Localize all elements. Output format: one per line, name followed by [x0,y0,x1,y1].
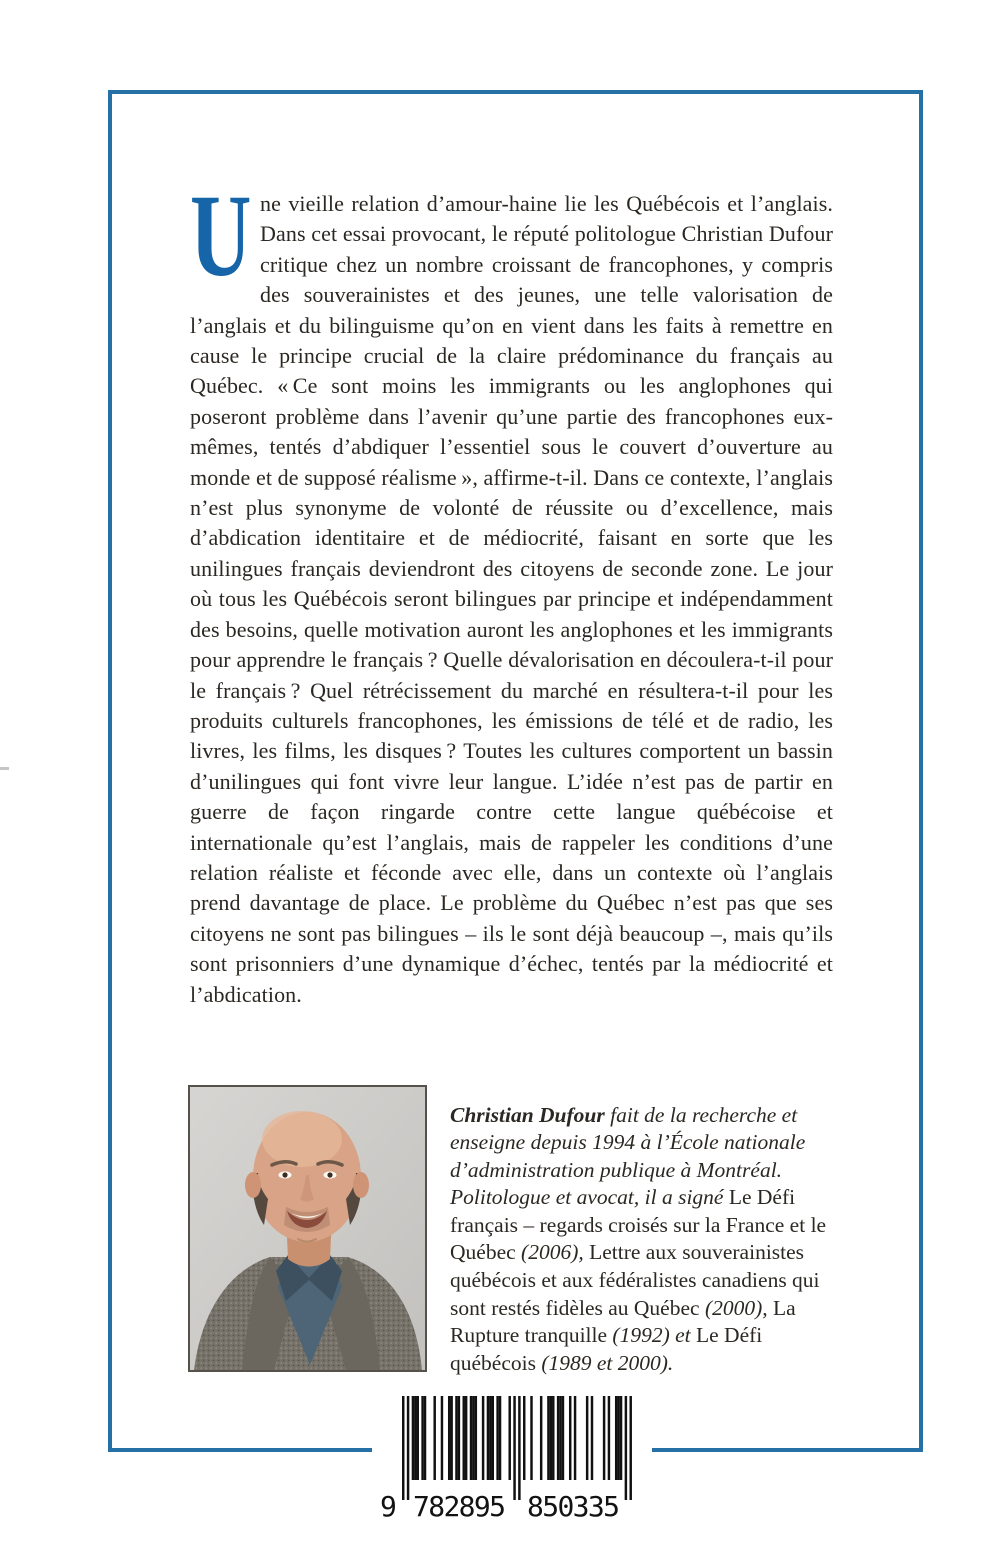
author-bio [450,1102,838,1378]
author-photo [188,1085,427,1372]
barcode-first-digit: 9 [380,1490,397,1523]
edge-mark [0,767,9,770]
barcode-left-digits: 782895 [413,1490,506,1523]
dropcap-letter: U [190,170,252,301]
bio-segment: La Rupture tranquille [450,1295,796,1348]
bio-segment: Le Défi français – regards croisés sur la France et le Québec [450,1185,827,1265]
ean-barcode [372,1392,652,1526]
bio-segment: (2006), [521,1240,584,1265]
synopsis-paragraph [190,170,833,1010]
synopsis-text: ne vieille relation d’amour-haine lie les Québécois et l’anglais. Dans cet essai provocant, le réputé politologue Christian Dufour critique chez un nombre croissant de francophones, y compris des souverainistes et des jeunes, une telle valorisation de l’anglais et du bilinguisme qu’on en vient dans les faits à remettre en cause le principe crucial de la claire prédominance du français au Québec. « Ce sont moins les immigrants ou les anglophones qui poseront problème dans l’avenir qu’une partie des francophones eux-mêmes, tentés d’abdiquer l’essentiel sous le couvert d’ouverture au monde et de supposé réalisme », affirme-t-il. Dans ce contexte, l’anglais n’est plus synonyme de volonté de réussite ou d’excellence, mais d’abdication identitaire et de médiocrité, faisant en sorte que les unilingues français deviendront des citoyens de seconde zone. Le jour où tous les Québécois seront bilingues par principe et indépendamment des besoins, quelle motivation auront les anglophones et les immigrants pour apprendre le français ? Quelle dévalorisation en découlera-t-il pour le français ? Quel rétrécissement du marché en résultera-t-il pour les produits culturels francophones, les émissions de télé et de radio, les livres, les films, les disques ? Toutes les cultures comportent un bassin d’unilingues qui font vivre leur langue. L’idée n’est pas de partir en guerre de façon ringarde contre cette langue québécoise et internationale qu’est l’anglais, mais de rappeler les conditions d’une relation réaliste et féconde avec elle, dans un contexte où l’anglais prend davantage de place. Le problème du Québec n’est pas que ses citoyens ne sont pas bilingues – ils le sont déjà beaucoup –, mais qu’ils sont prisonniers d’une dynamique d’échec, tentés par la médiocrité et l’abdication. [190,191,833,1007]
bio-segment: Le Défi québécois [450,1323,763,1375]
bio-segment: (1992) et [612,1323,691,1348]
author-portrait-illustration [190,1087,425,1370]
barcode-right-digits: 850335 [527,1490,620,1523]
bio-segment: Christian Dufour [450,1102,605,1127]
bio-segment: (2000), [704,1295,768,1320]
bio-segment: fait de la recherche et enseigne depuis 1994 à l’École nationale d’administration publique à Montréal. Politologue et avocat, il a signé [450,1102,806,1210]
bio-segment: (1989 et 2000). [541,1350,674,1375]
barcode-box [372,1392,652,1530]
barcode-bars [402,1396,632,1500]
bio-segment: Lettre aux souverainistes québécois et aux fédéralistes canadiens qui sont restés fidèles au Québec [450,1240,820,1320]
